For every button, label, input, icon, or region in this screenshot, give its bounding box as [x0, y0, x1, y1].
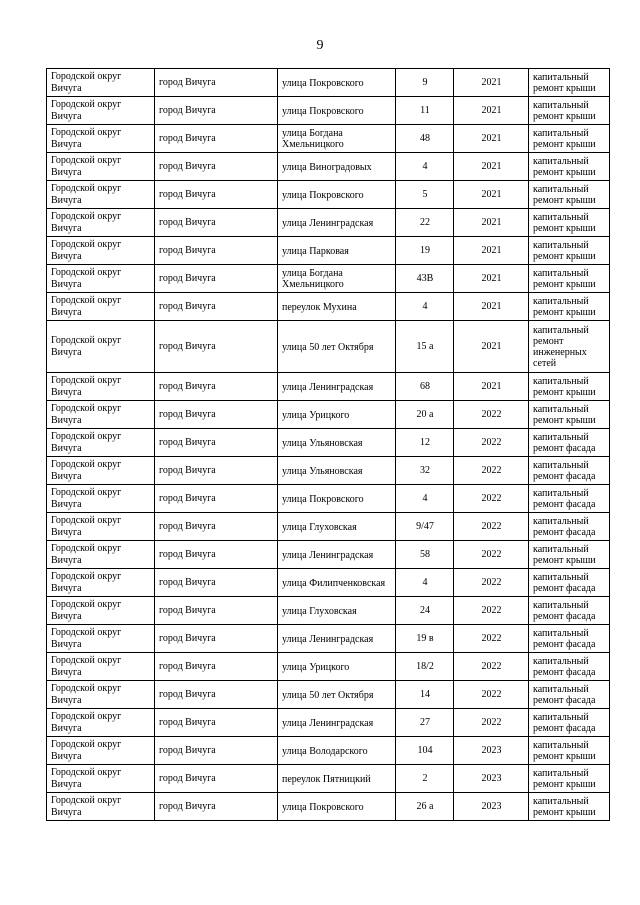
- settlement-cell: город Вичуга: [155, 401, 278, 429]
- work-type-cell: капитальный ремонт фасада: [529, 457, 610, 485]
- house-number-cell: 9/47: [396, 513, 454, 541]
- work-type-cell: капитальный ремонт фасада: [529, 709, 610, 737]
- house-number-cell: 43В: [396, 265, 454, 293]
- house-number-cell: 2: [396, 765, 454, 793]
- work-type-cell: капитальный ремонт фасада: [529, 625, 610, 653]
- table-row: [47, 429, 610, 457]
- work-type-cell: капитальный ремонт фасада: [529, 681, 610, 709]
- municipal-district-cell: Городской округ Вичуга: [47, 457, 155, 485]
- street-cell: улица Ульяновская: [278, 457, 396, 485]
- settlement-cell: город Вичуга: [155, 125, 278, 153]
- settlement-cell: город Вичуга: [155, 97, 278, 125]
- table-row: [47, 681, 610, 709]
- year-cell: 2022: [454, 681, 529, 709]
- settlement-cell: город Вичуга: [155, 429, 278, 457]
- municipal-district-cell: Городской округ Вичуга: [47, 709, 155, 737]
- settlement-cell: город Вичуга: [155, 653, 278, 681]
- municipal-district-cell: Городской округ Вичуга: [47, 373, 155, 401]
- street-cell: улица Филипченковская: [278, 569, 396, 597]
- municipal-district-cell: Городской округ Вичуга: [47, 681, 155, 709]
- settlement-cell: город Вичуга: [155, 513, 278, 541]
- house-number-cell: 104: [396, 737, 454, 765]
- house-number-cell: 19 в: [396, 625, 454, 653]
- settlement-cell: город Вичуга: [155, 457, 278, 485]
- table-body: [47, 69, 610, 821]
- housing-repair-table: [46, 68, 610, 821]
- year-cell: 2023: [454, 793, 529, 821]
- municipal-district-cell: Городской округ Вичуга: [47, 793, 155, 821]
- work-type-cell: капитальный ремонт крыши: [529, 209, 610, 237]
- work-type-cell: капитальный ремонт крыши: [529, 793, 610, 821]
- settlement-cell: город Вичуга: [155, 765, 278, 793]
- work-type-cell: капитальный ремонт крыши: [529, 181, 610, 209]
- house-number-cell: 20 а: [396, 401, 454, 429]
- table-row: [47, 125, 610, 153]
- street-cell: улица Покровского: [278, 793, 396, 821]
- table-row: [47, 793, 610, 821]
- year-cell: 2023: [454, 737, 529, 765]
- work-type-cell: капитальный ремонт крыши: [529, 293, 610, 321]
- settlement-cell: город Вичуга: [155, 153, 278, 181]
- house-number-cell: 18/2: [396, 653, 454, 681]
- house-number-cell: 4: [396, 485, 454, 513]
- year-cell: 2021: [454, 321, 529, 373]
- table-row: [47, 457, 610, 485]
- year-cell: 2021: [454, 373, 529, 401]
- table-row: [47, 737, 610, 765]
- year-cell: 2022: [454, 457, 529, 485]
- year-cell: 2023: [454, 765, 529, 793]
- house-number-cell: 14: [396, 681, 454, 709]
- year-cell: 2021: [454, 69, 529, 97]
- settlement-cell: город Вичуга: [155, 237, 278, 265]
- work-type-cell: капитальный ремонт фасада: [529, 597, 610, 625]
- work-type-cell: капитальный ремонт инженерных сетей: [529, 321, 610, 373]
- settlement-cell: город Вичуга: [155, 569, 278, 597]
- year-cell: 2022: [454, 485, 529, 513]
- settlement-cell: город Вичуга: [155, 709, 278, 737]
- house-number-cell: 48: [396, 125, 454, 153]
- municipal-district-cell: Городской округ Вичуга: [47, 181, 155, 209]
- municipal-district-cell: Городской округ Вичуга: [47, 765, 155, 793]
- work-type-cell: капитальный ремонт фасада: [529, 569, 610, 597]
- year-cell: 2022: [454, 541, 529, 569]
- year-cell: 2022: [454, 401, 529, 429]
- work-type-cell: капитальный ремонт фасада: [529, 429, 610, 457]
- work-type-cell: капитальный ремонт крыши: [529, 401, 610, 429]
- house-number-cell: 4: [396, 153, 454, 181]
- settlement-cell: город Вичуга: [155, 793, 278, 821]
- table-row: [47, 765, 610, 793]
- work-type-cell: капитальный ремонт крыши: [529, 237, 610, 265]
- table-row: [47, 237, 610, 265]
- municipal-district-cell: Городской округ Вичуга: [47, 569, 155, 597]
- year-cell: 2021: [454, 153, 529, 181]
- street-cell: улица 50 лет Октября: [278, 681, 396, 709]
- year-cell: 2022: [454, 513, 529, 541]
- street-cell: улица Ленинградская: [278, 709, 396, 737]
- table-row: [47, 569, 610, 597]
- house-number-cell: 15 а: [396, 321, 454, 373]
- year-cell: 2022: [454, 653, 529, 681]
- settlement-cell: город Вичуга: [155, 293, 278, 321]
- table-row: [47, 69, 610, 97]
- street-cell: улица Парковая: [278, 237, 396, 265]
- house-number-cell: 27: [396, 709, 454, 737]
- year-cell: 2021: [454, 293, 529, 321]
- table-row: [47, 401, 610, 429]
- work-type-cell: капитальный ремонт крыши: [529, 765, 610, 793]
- table-row: [47, 209, 610, 237]
- street-cell: улица Покровского: [278, 97, 396, 125]
- settlement-cell: город Вичуга: [155, 681, 278, 709]
- street-cell: улица Глуховская: [278, 513, 396, 541]
- municipal-district-cell: Городской округ Вичуга: [47, 237, 155, 265]
- municipal-district-cell: Городской округ Вичуга: [47, 265, 155, 293]
- street-cell: улица Володарского: [278, 737, 396, 765]
- table-row: [47, 653, 610, 681]
- municipal-district-cell: Городской округ Вичуга: [47, 429, 155, 457]
- street-cell: улица Покровского: [278, 181, 396, 209]
- work-type-cell: капитальный ремонт крыши: [529, 69, 610, 97]
- street-cell: переулок Пятницкий: [278, 765, 396, 793]
- street-cell: переулок Мухина: [278, 293, 396, 321]
- house-number-cell: 32: [396, 457, 454, 485]
- table-row: [47, 153, 610, 181]
- street-cell: улица Ленинградская: [278, 373, 396, 401]
- settlement-cell: город Вичуга: [155, 321, 278, 373]
- table-row: [47, 293, 610, 321]
- table-row: [47, 373, 610, 401]
- municipal-district-cell: Городской округ Вичуга: [47, 737, 155, 765]
- street-cell: улица Глуховская: [278, 597, 396, 625]
- street-cell: улица Ленинградская: [278, 625, 396, 653]
- year-cell: 2021: [454, 265, 529, 293]
- municipal-district-cell: Городской округ Вичуга: [47, 625, 155, 653]
- municipal-district-cell: Городской округ Вичуга: [47, 485, 155, 513]
- table-row: [47, 265, 610, 293]
- work-type-cell: капитальный ремонт крыши: [529, 125, 610, 153]
- house-number-cell: 4: [396, 293, 454, 321]
- municipal-district-cell: Городской округ Вичуга: [47, 597, 155, 625]
- municipal-district-cell: Городской округ Вичуга: [47, 513, 155, 541]
- settlement-cell: город Вичуга: [155, 597, 278, 625]
- settlement-cell: город Вичуга: [155, 541, 278, 569]
- municipal-district-cell: Городской округ Вичуга: [47, 69, 155, 97]
- street-cell: улица Виноградовых: [278, 153, 396, 181]
- settlement-cell: город Вичуга: [155, 209, 278, 237]
- table-row: [47, 321, 610, 373]
- municipal-district-cell: Городской округ Вичуга: [47, 653, 155, 681]
- street-cell: улица Ульяновская: [278, 429, 396, 457]
- street-cell: улица Богдана Хмельницкого: [278, 265, 396, 293]
- work-type-cell: капитальный ремонт крыши: [529, 737, 610, 765]
- settlement-cell: город Вичуга: [155, 373, 278, 401]
- settlement-cell: город Вичуга: [155, 69, 278, 97]
- work-type-cell: капитальный ремонт крыши: [529, 541, 610, 569]
- settlement-cell: город Вичуга: [155, 485, 278, 513]
- table-row: [47, 597, 610, 625]
- house-number-cell: 9: [396, 69, 454, 97]
- street-cell: улица Ленинградская: [278, 209, 396, 237]
- municipal-district-cell: Городской округ Вичуга: [47, 321, 155, 373]
- work-type-cell: капитальный ремонт фасада: [529, 485, 610, 513]
- table-row: [47, 485, 610, 513]
- street-cell: улица 50 лет Октября: [278, 321, 396, 373]
- house-number-cell: 4: [396, 569, 454, 597]
- work-type-cell: капитальный ремонт крыши: [529, 373, 610, 401]
- house-number-cell: 24: [396, 597, 454, 625]
- municipal-district-cell: Городской округ Вичуга: [47, 541, 155, 569]
- municipal-district-cell: Городской округ Вичуга: [47, 209, 155, 237]
- municipal-district-cell: Городской округ Вичуга: [47, 153, 155, 181]
- table-row: [47, 625, 610, 653]
- municipal-district-cell: Городской округ Вичуга: [47, 97, 155, 125]
- municipal-district-cell: Городской округ Вичуга: [47, 293, 155, 321]
- settlement-cell: город Вичуга: [155, 181, 278, 209]
- work-type-cell: капитальный ремонт крыши: [529, 153, 610, 181]
- year-cell: 2021: [454, 97, 529, 125]
- street-cell: улица Ленинградская: [278, 541, 396, 569]
- table-row: [47, 709, 610, 737]
- house-number-cell: 11: [396, 97, 454, 125]
- street-cell: улица Урицкого: [278, 401, 396, 429]
- table-row: [47, 513, 610, 541]
- municipal-district-cell: Городской округ Вичуга: [47, 401, 155, 429]
- year-cell: 2021: [454, 237, 529, 265]
- house-number-cell: 19: [396, 237, 454, 265]
- work-type-cell: капитальный ремонт фасада: [529, 513, 610, 541]
- house-number-cell: 58: [396, 541, 454, 569]
- table-row: [47, 181, 610, 209]
- year-cell: 2021: [454, 125, 529, 153]
- table-row: [47, 97, 610, 125]
- year-cell: 2021: [454, 209, 529, 237]
- work-type-cell: капитальный ремонт крыши: [529, 97, 610, 125]
- street-cell: улица Покровского: [278, 485, 396, 513]
- year-cell: 2022: [454, 709, 529, 737]
- street-cell: улица Урицкого: [278, 653, 396, 681]
- year-cell: 2021: [454, 181, 529, 209]
- page-number: 9: [316, 38, 324, 53]
- house-number-cell: 68: [396, 373, 454, 401]
- table-row: [47, 541, 610, 569]
- street-cell: улица Богдана Хмельницкого: [278, 125, 396, 153]
- work-type-cell: капитальный ремонт фасада: [529, 653, 610, 681]
- house-number-cell: 12: [396, 429, 454, 457]
- house-number-cell: 26 а: [396, 793, 454, 821]
- work-type-cell: капитальный ремонт крыши: [529, 265, 610, 293]
- settlement-cell: город Вичуга: [155, 737, 278, 765]
- year-cell: 2022: [454, 429, 529, 457]
- year-cell: 2022: [454, 625, 529, 653]
- settlement-cell: город Вичуга: [155, 625, 278, 653]
- house-number-cell: 22: [396, 209, 454, 237]
- street-cell: улица Покровского: [278, 69, 396, 97]
- year-cell: 2022: [454, 569, 529, 597]
- year-cell: 2022: [454, 597, 529, 625]
- municipal-district-cell: Городской округ Вичуга: [47, 125, 155, 153]
- house-number-cell: 5: [396, 181, 454, 209]
- settlement-cell: город Вичуга: [155, 265, 278, 293]
